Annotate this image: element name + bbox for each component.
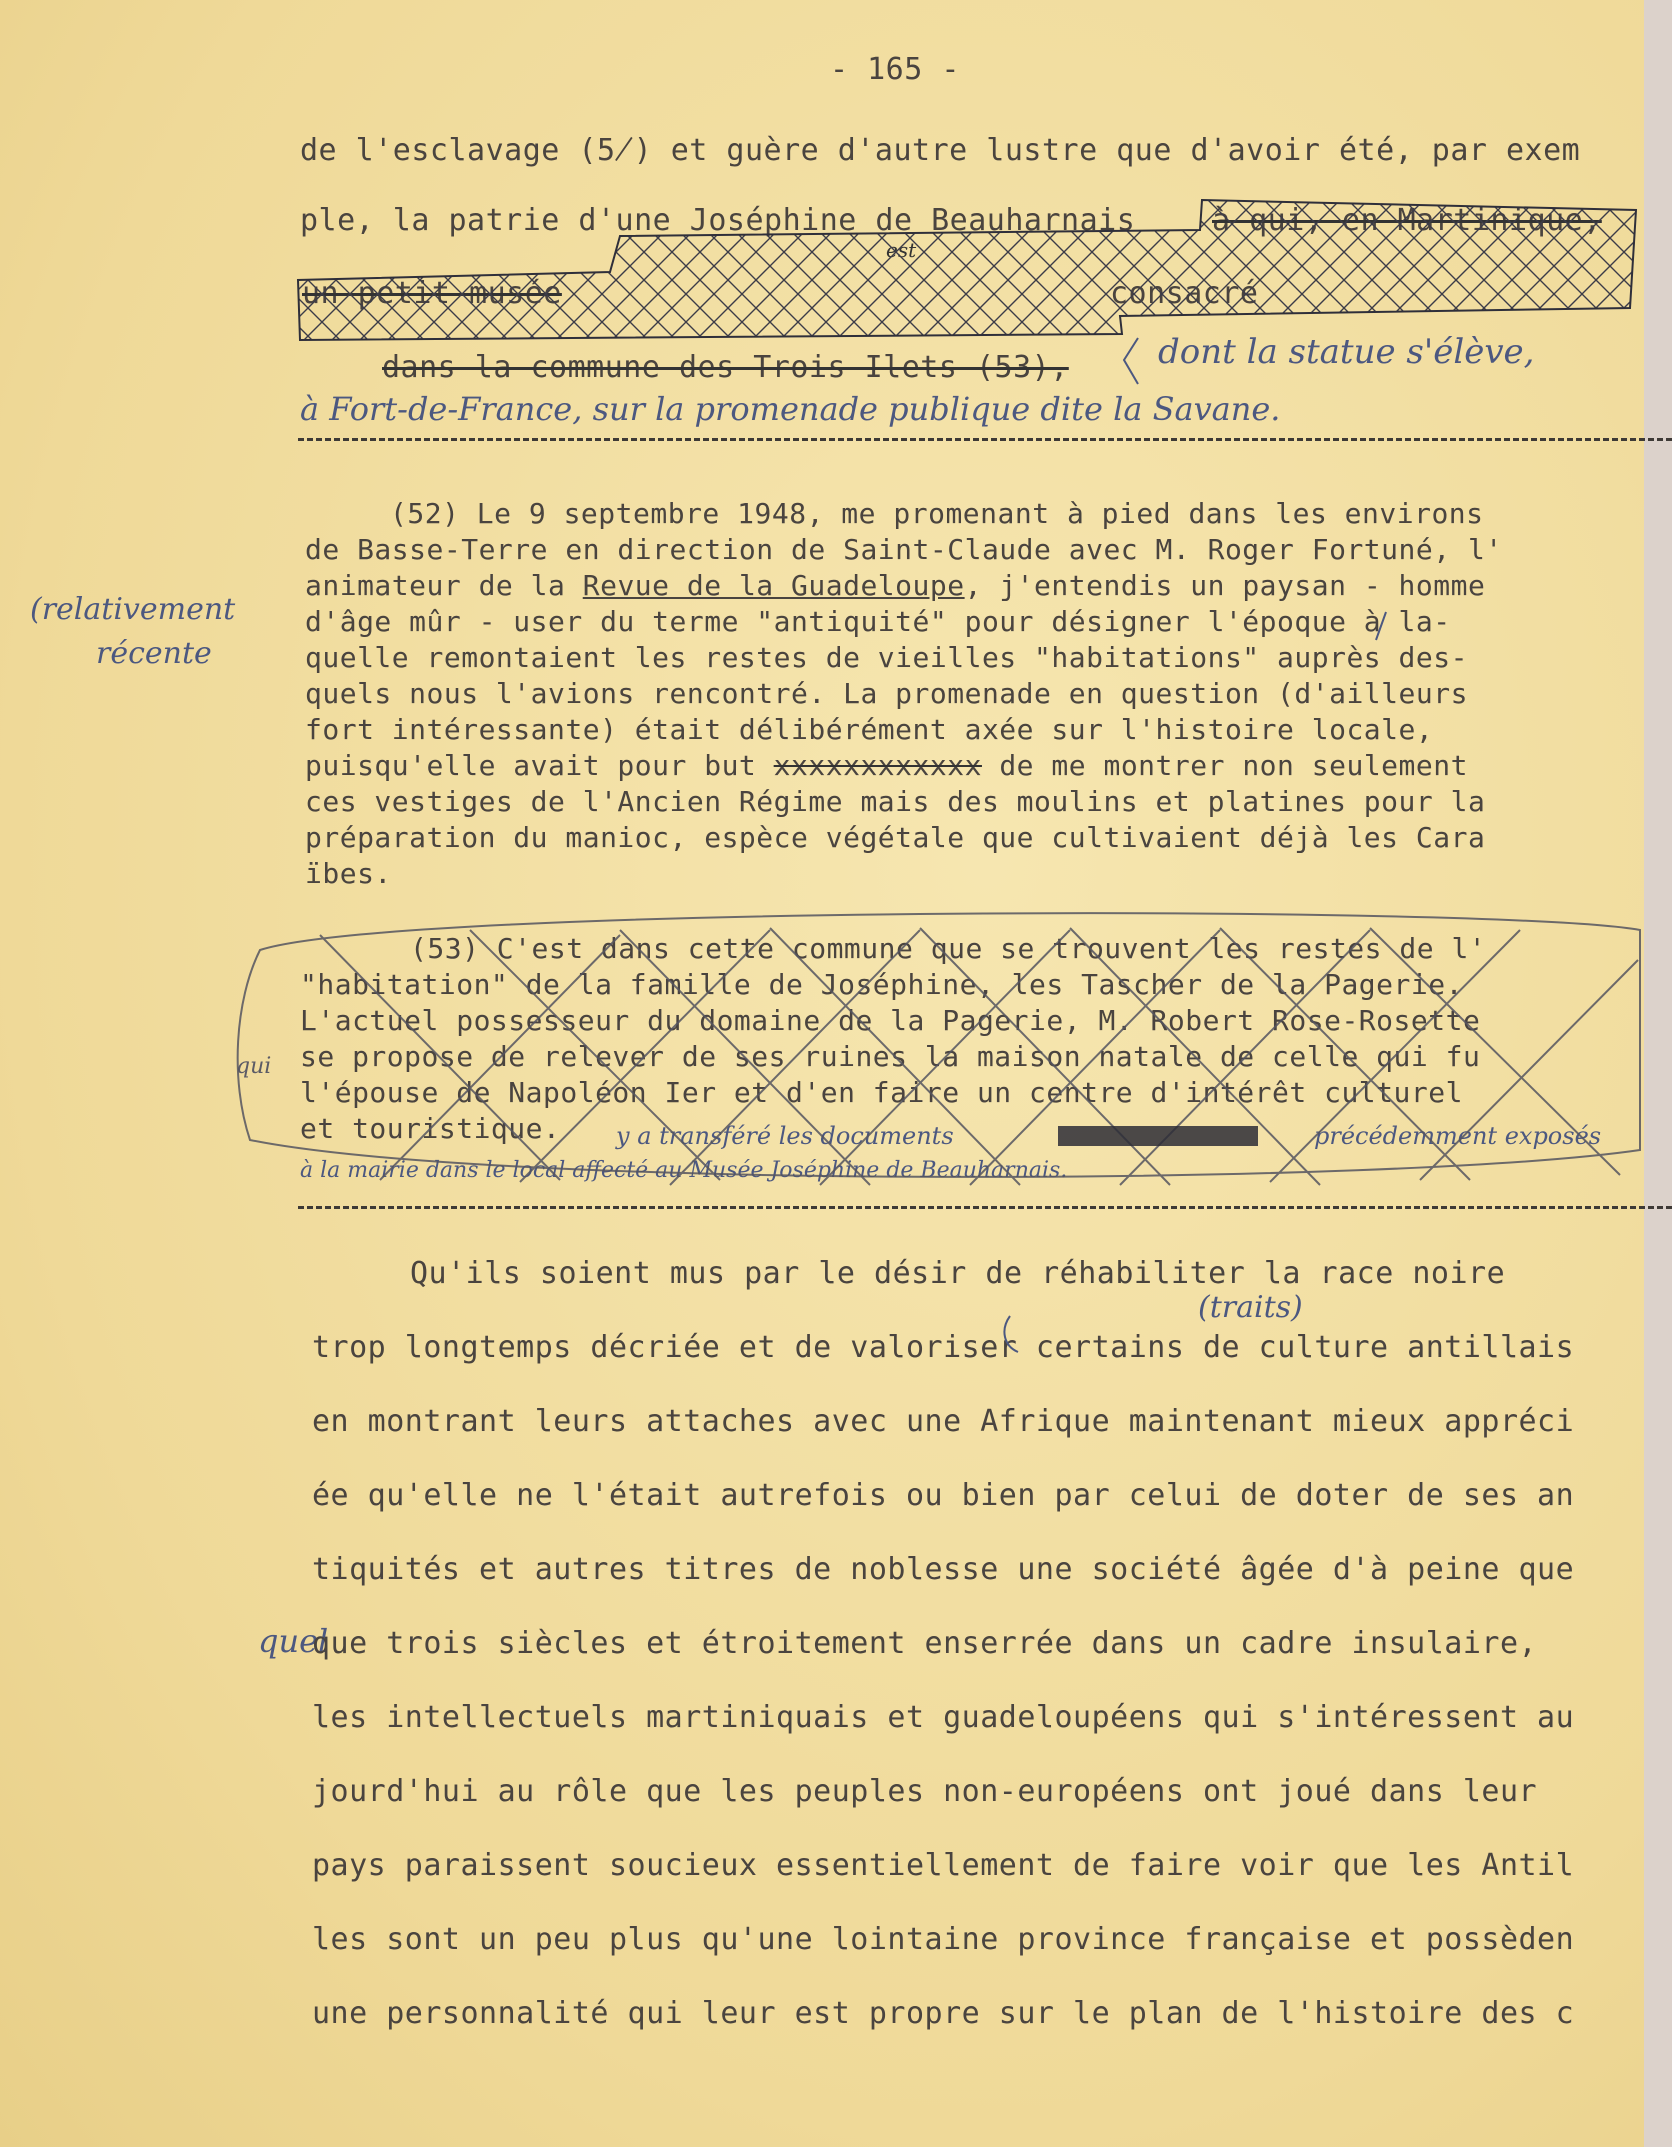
main-bottom-line-2: trop longtemps décriée et de valoriser certains de culture antillais	[312, 1330, 1575, 1365]
main-bottom-line-1: Qu'ils soient mus par le désir de réhabiliter la race noire	[410, 1256, 1506, 1291]
main-bottom-line-10: les sont un peu plus qu'une lointaine province française et possèden	[312, 1922, 1575, 1957]
fn52-line-4: d'âge mûr - user du terme "antiquité" pour désigner l'époque à la-	[305, 605, 1451, 638]
caret-mark	[1004, 1316, 1018, 1352]
fn52-line-2: de Basse-Terre en direction de Saint-Claude avec M. Roger Fortuné, l'	[305, 533, 1503, 566]
handwritten-correction-1: dont la statue s'élève,	[1158, 332, 1535, 372]
fn53-correction-2: à la mairie dans le local affecté au Musée Joséphine de Beauharnais.	[300, 1158, 1068, 1183]
fn52-line-3-pre: animateur de la	[305, 569, 566, 602]
margin-note-recente: récente	[96, 636, 212, 671]
page-edge	[1644, 0, 1672, 2147]
scribble-deletion	[1058, 1126, 1258, 1146]
pencil-lattice-footnote-53	[238, 913, 1640, 1185]
main-bottom-line-3: en montrant leurs attaches avec une Afrique maintenant mieux appréci	[312, 1404, 1575, 1439]
fn52-line-11: ïbes.	[305, 857, 392, 890]
margin-note-relativement: (relativement	[30, 592, 236, 627]
fn52-line-5: quelle remontaient les restes de vieilles "habitations" auprès des-	[305, 641, 1468, 674]
fn53-line-3: L'actuel possesseur du domaine de la Pagerie, M. Robert Rose-Rosette	[300, 1004, 1481, 1037]
fn53-correction-1: y a transféré les documents	[616, 1122, 954, 1150]
fn53-line-2: "habitation" de la famille de Joséphine, les Tascher de la Pagerie.	[300, 968, 1463, 1001]
revue-title: Revue de la Guadeloupe	[582, 569, 965, 602]
fn52-line-8-struck: xxxxxxxxxxxx	[773, 749, 982, 782]
insert-traits: (traits)	[1198, 1290, 1303, 1325]
fn52-line-7: fort intéressante) était délibérément axée sur l'histoire locale,	[305, 713, 1434, 746]
fn52-line-8-pre: puisqu'elle avait pour but	[305, 749, 757, 782]
main-bottom-line-6: que trois siècles et étroitement enserrée dans un cadre insulaire,	[312, 1626, 1538, 1661]
fn52-line-10: préparation du manioc, espèce végétale que cultivaient déjà les Cara	[305, 821, 1486, 854]
main-bottom-line-4: ée qu'elle ne l'était autrefois ou bien par celui de doter de ses an	[312, 1478, 1575, 1513]
main-line-2a: ple, la patrie d'une Joséphine de Beauharnais	[300, 203, 1136, 238]
hatched-deletion-box	[298, 200, 1636, 340]
fn53-correction-1b: précédemment exposés	[1314, 1122, 1602, 1150]
margin-mark-qui: qui	[236, 1054, 272, 1079]
fn53-line-4: se propose de relever de ses ruines la maison natale de celle qui fu	[300, 1040, 1481, 1073]
fn53-line-5: l'épouse de Napoléon Ier et d'en faire un centre d'intérêt culturel	[300, 1076, 1463, 1109]
fn52-line-6: quels nous l'avions rencontré. La promenade en question (d'ailleurs	[305, 677, 1468, 710]
margin-quelque: quel	[258, 1622, 329, 1660]
fn52-line-9: ces vestiges de l'Ancien Régime mais des moulins et platines pour la	[305, 785, 1486, 818]
main-bottom-line-9: pays paraissent soucieux essentiellement de faire voir que les Antil	[312, 1848, 1575, 1883]
fn53-line-1: (53) C'est dans cette commune que se trouvent les restes de l'	[410, 932, 1487, 965]
main-line-4-struck: dans la commune des Trois-Ilets (53),	[382, 350, 1069, 385]
fn52-line-8-post: de me montrer non seulement	[999, 749, 1468, 782]
main-bottom-line-8: jourd'hui au rôle que les peuples non-européens ont joué dans leur	[312, 1774, 1538, 1809]
insertion-bracket	[1124, 338, 1138, 384]
fn53-line-6: et touristique.	[300, 1112, 561, 1145]
main-line-1: de l'esclavage (5̸) et guère d'autre lustre que d'avoir été, par exem	[300, 133, 1581, 168]
main-bottom-line-7: les intellectuels martiniquais et guadeloupéens qui s'intéressent au	[312, 1700, 1575, 1735]
oblique-mark	[1376, 612, 1386, 640]
fn52-line-1: (52) Le 9 septembre 1948, me promenant à pied dans les environs	[390, 497, 1484, 530]
fn52-line-3-post: , j'entendis un paysan - homme	[964, 569, 1486, 602]
main-bottom-line-11: une personnalité qui leur est propre sur le plan de l'histoire des c	[312, 1996, 1575, 2031]
handwritten-correction-2: à Fort-de-France, sur la promenade publique dite la Savane.	[300, 390, 1281, 428]
main-bottom-line-5: tiquités et autres titres de noblesse une société âgée d'à peine que	[312, 1552, 1575, 1587]
page-number: - 165 -	[830, 52, 960, 87]
